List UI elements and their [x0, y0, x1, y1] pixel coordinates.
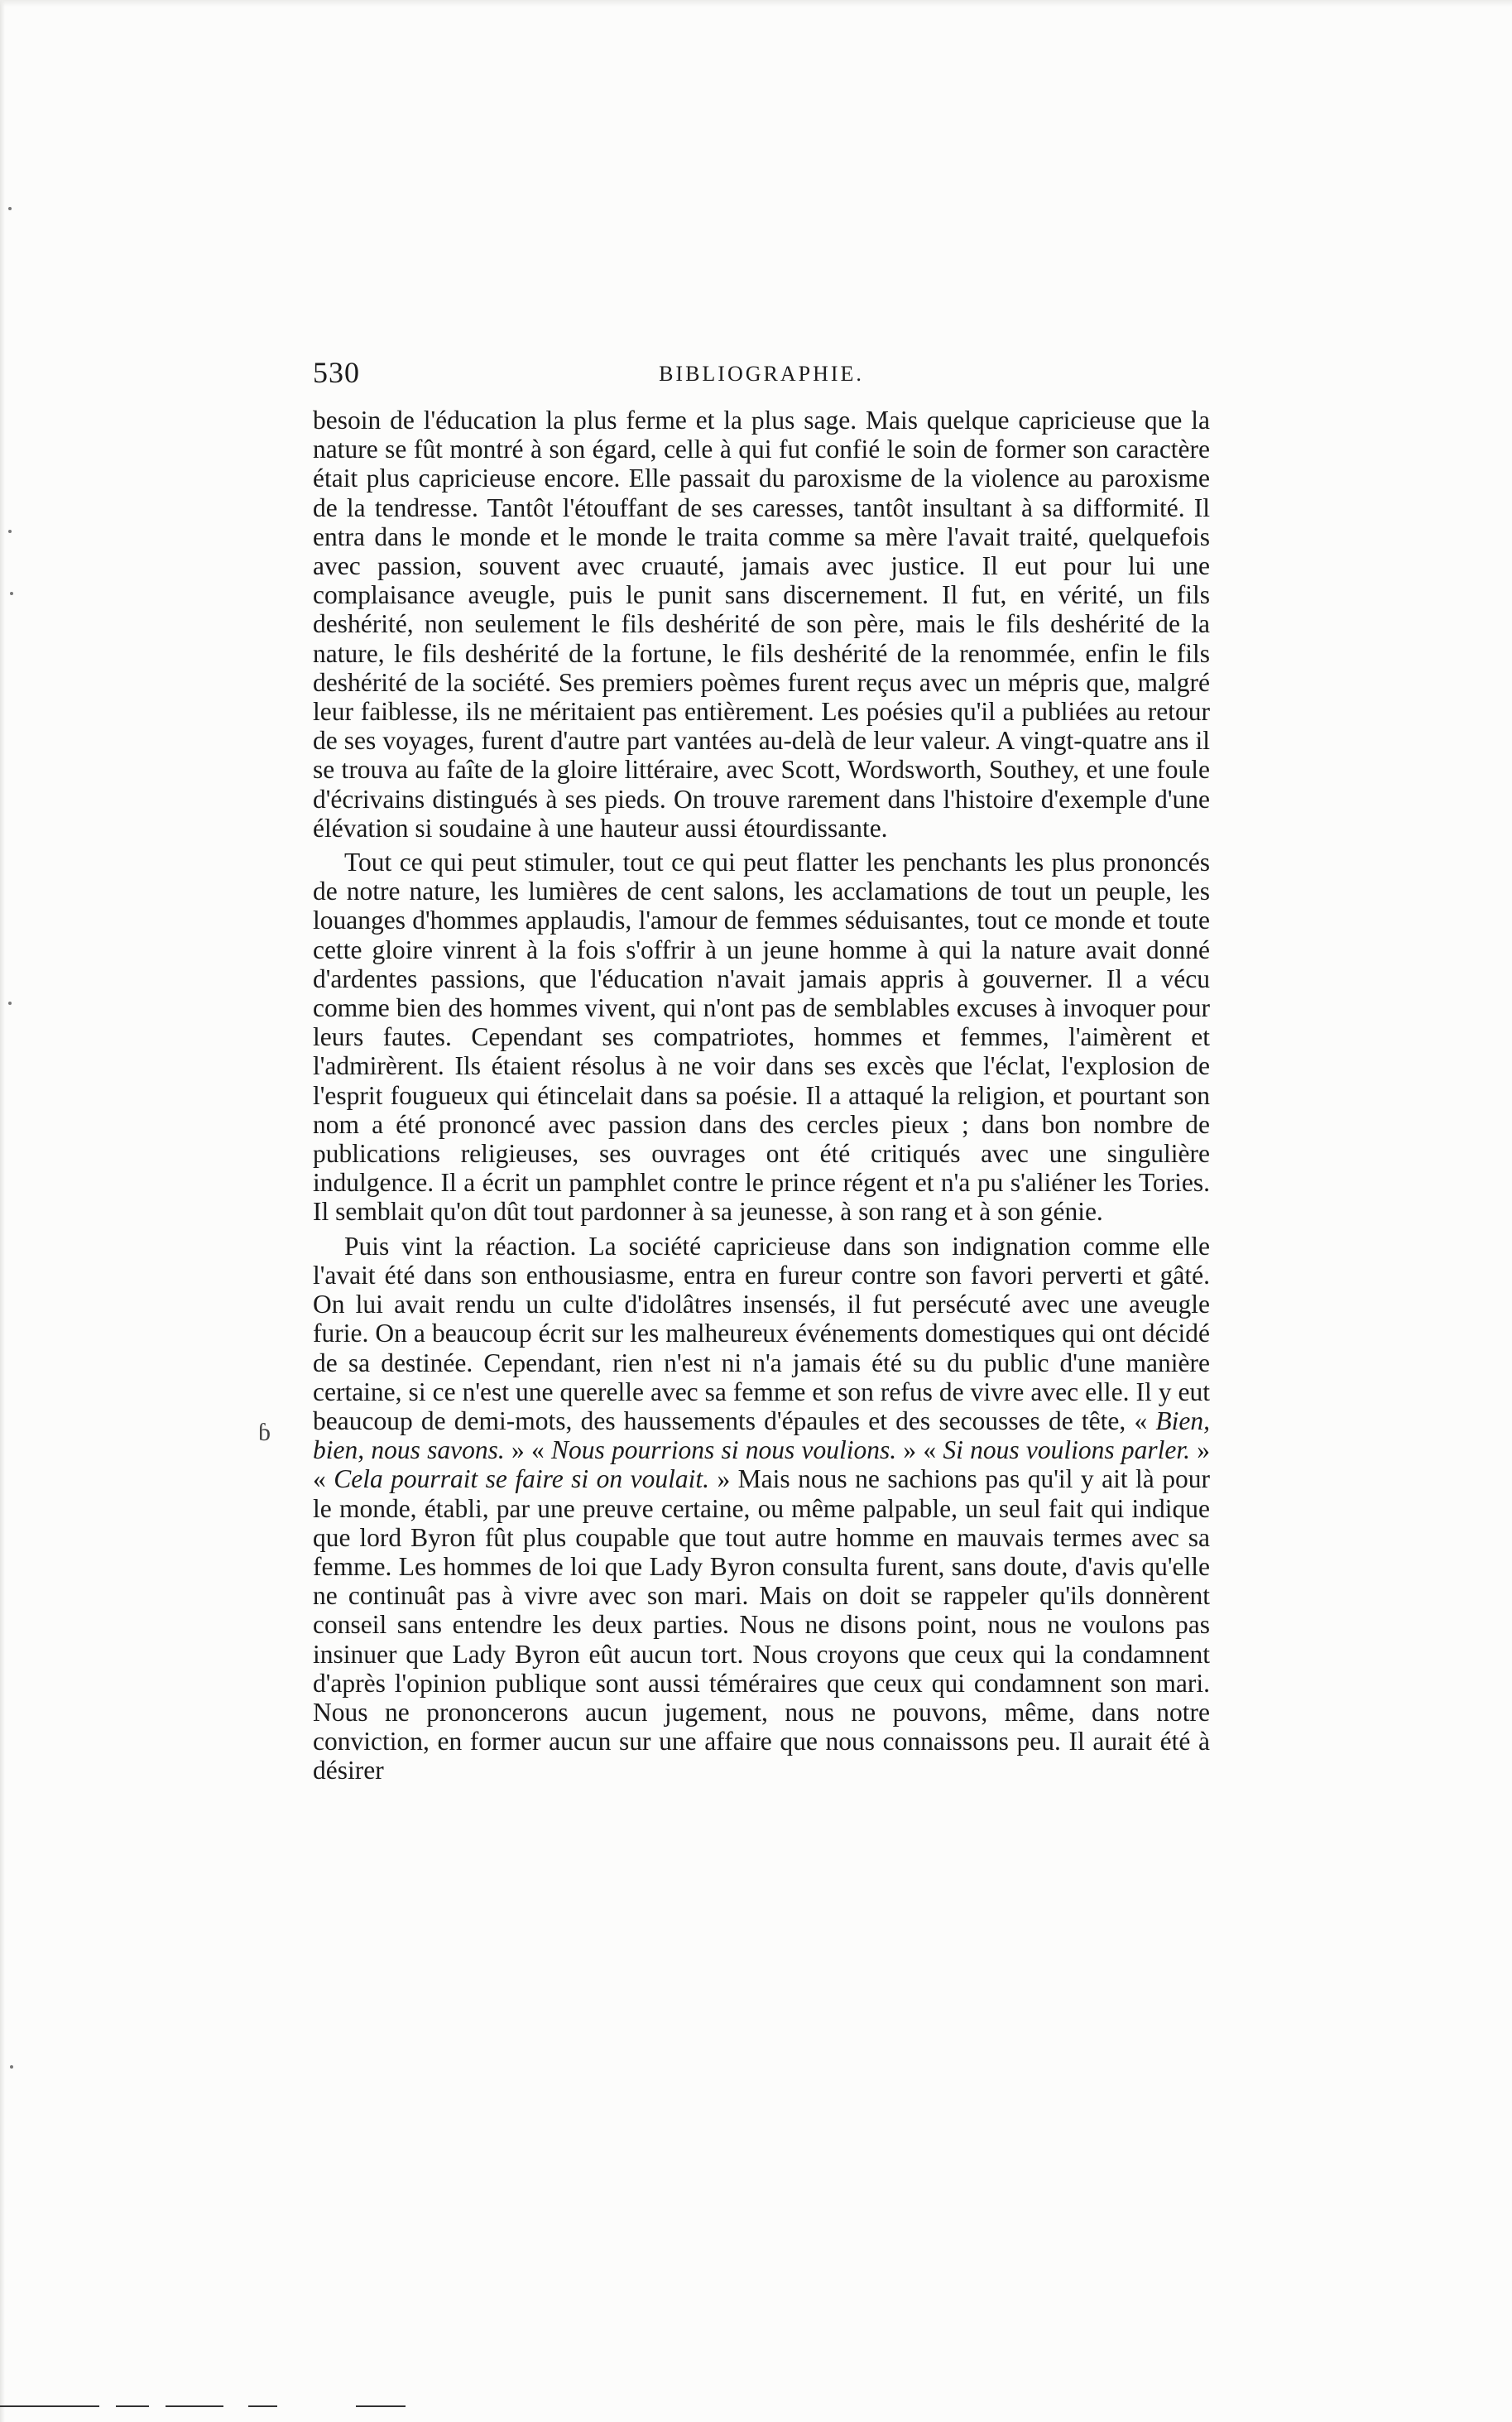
scan-edge-top: [0, 0, 1512, 7]
quoted-italic-text: Nous pourrions si nous voulions.: [550, 1435, 897, 1465]
margin-speck: [8, 530, 12, 533]
margin-speck: [8, 1002, 12, 1005]
paragraph-2: Tout ce qui peut stimuler, tout ce qui peut flatter les penchants les plus prononcés de notre nature, les lumières de cent salons, les acclamations de tout un peuple, les louanges d'hommes applaudis, l'amour de femmes séduisantes, tout ce monde et toute cette gloire vinrent à la fois s'offrir à un jeune homme à qui la nature avait donné d'ardentes passions, que l'éducation n'avait jamais appris à gouverner. Il a vécu comme bien des hommes vivent, qui n'ont pas de semblables excuses à invoquer pour leurs fautes. Cependant ses compatriotes, hommes et femmes, l'aimèrent et l'admirèrent. Ils étaient résolus à ne voir dans ses excès que l'éclat, l'explosion de l'esprit fougueux qui étincelait dans sa poésie. Il a attaqué la religion, et pourtant son nom a été prononcé avec passion dans des cercles pieux ; dans bon nombre de publications religieuses, ses ouvrages ont été critiqués avec une singulière indulgence. Il a écrit un pamphlet contre le prince régent et n'a pu s'aliéner les Tories. Il semblait qu'on dût tout pardonner à sa jeunesse, à son rang et à son génie.: [313, 848, 1210, 1227]
text-segment: » «: [504, 1435, 551, 1465]
quoted-italic-text: Bien, bien, nous savons.: [313, 1406, 1210, 1465]
bottom-scan-rule: [248, 2405, 277, 2407]
page-number: 530: [313, 356, 360, 389]
scan-edge-left: [0, 0, 5, 2422]
page-header-title: BIBLIOGRAPHIE.: [659, 362, 864, 386]
bottom-scan-rule: [166, 2405, 223, 2407]
quoted-italic-text: Si nous voulions parler.: [943, 1435, 1191, 1465]
text-block: [313, 354, 1210, 1785]
margin-speck: [10, 2065, 13, 2069]
running-head: [313, 354, 1210, 406]
quoted-italic-text: Cela pourrait se faire si on voulait.: [334, 1464, 709, 1494]
margin-speck: [10, 592, 13, 595]
paragraph-1: besoin de l'éducation la plus ferme et la plus sage. Mais quelque capricieuse que la nature se fût montré à son égard, celle à qui fut confié le soin de former son caractère était plus capricieuse encore. Elle passait du paroxisme de la violence au paroxisme de la tendresse. Tantôt l'étouffant de ses caresses, tantôt insultant à sa difformité. Il entra dans le monde et le monde le traita comme sa mère l'avait traité, quelquefois avec passion, souvent avec cruauté, jamais avec justice. Il eut pour lui une complaisance aveugle, puis le punit sans discernement. Il fut, en vérité, un fils deshérité, non seulement le fils deshérité de son père, mais le fils deshérité de la nature, le fils deshérité de la fortune, le fils deshérité de la renommée, enfin le fils deshérité de la société. Ses premiers poèmes furent reçus avec un mépris que, malgré leur faiblesse, ils ne méritaient pas entièrement. Les poésies qu'il a publiées au retour de ses voyages, furent d'autre part vantées au-delà de leur valeur. A vingt-quatre ans il se trouva au faîte de la gloire littéraire, avec Scott, Wordsworth, Southey, et une foule d'écrivains distingués à ses pieds. On trouve rarement dans l'histoire d'exemple d'une élévation si soudaine à une hauteur aussi étourdissante.: [313, 406, 1210, 843]
margin-speck: [8, 207, 12, 210]
text-segment: Puis vint la réaction. La société capricieuse dans son indignation comme elle l'avait été dans son enthousiasme, entra en fureur contre son favori perverti et gâté. On lui avait rendu un culte d'idolâtres insensés, il fut persécuté avec une aveugle furie. On a beaucoup écrit sur les malheureux événements domestiques qui ont décidé de sa destinée. Cependant, rien n'est ni n'a jamais été su du public d'une manière certaine, si ce n'est une querelle avec sa femme et son refus de vivre avec elle. Il y eut beaucoup de demi-mots, des haussements d'épaules et des secousses de tête, «: [313, 1231, 1210, 1435]
bottom-scan-rule: [356, 2405, 406, 2407]
bottom-scan-rule: [0, 2405, 99, 2407]
bottom-scan-rule: [116, 2405, 149, 2407]
margin-mark: ɓ: [258, 1419, 271, 1446]
text-segment: » Mais nous ne sachions pas qu'il y ait là pour le monde, établi, par une preuve certaine, ou même palpable, un seul fait qui indique que lord Byron fût plus coupable que tout autre homme en mauvais termes avec sa femme. Les hommes de loi que Lady Byron consulta furent, sans doute, d'avis qu'elle ne continuât pas à vivre avec son mari. Mais on doit se rappeler qu'ils donnèrent conseil sans entendre les deux parties. Nous ne disons point, nous ne voulons pas insinuer que Lady Byron eût aucun tort. Nous croyons que ceux qui la condamnent d'après l'opinion publique sont aussi téméraires que ceux qui condamnent son mari. Nous ne prononcerons aucun jugement, nous ne pouvons, même, dans notre conviction, en former aucun sur une affaire que nous connaissons peu. Il aurait été à désirer: [313, 1464, 1210, 1785]
paragraph-3: [313, 1232, 1210, 1785]
text-segment: » «: [313, 1435, 1211, 1494]
text-segment: » «: [896, 1435, 943, 1465]
